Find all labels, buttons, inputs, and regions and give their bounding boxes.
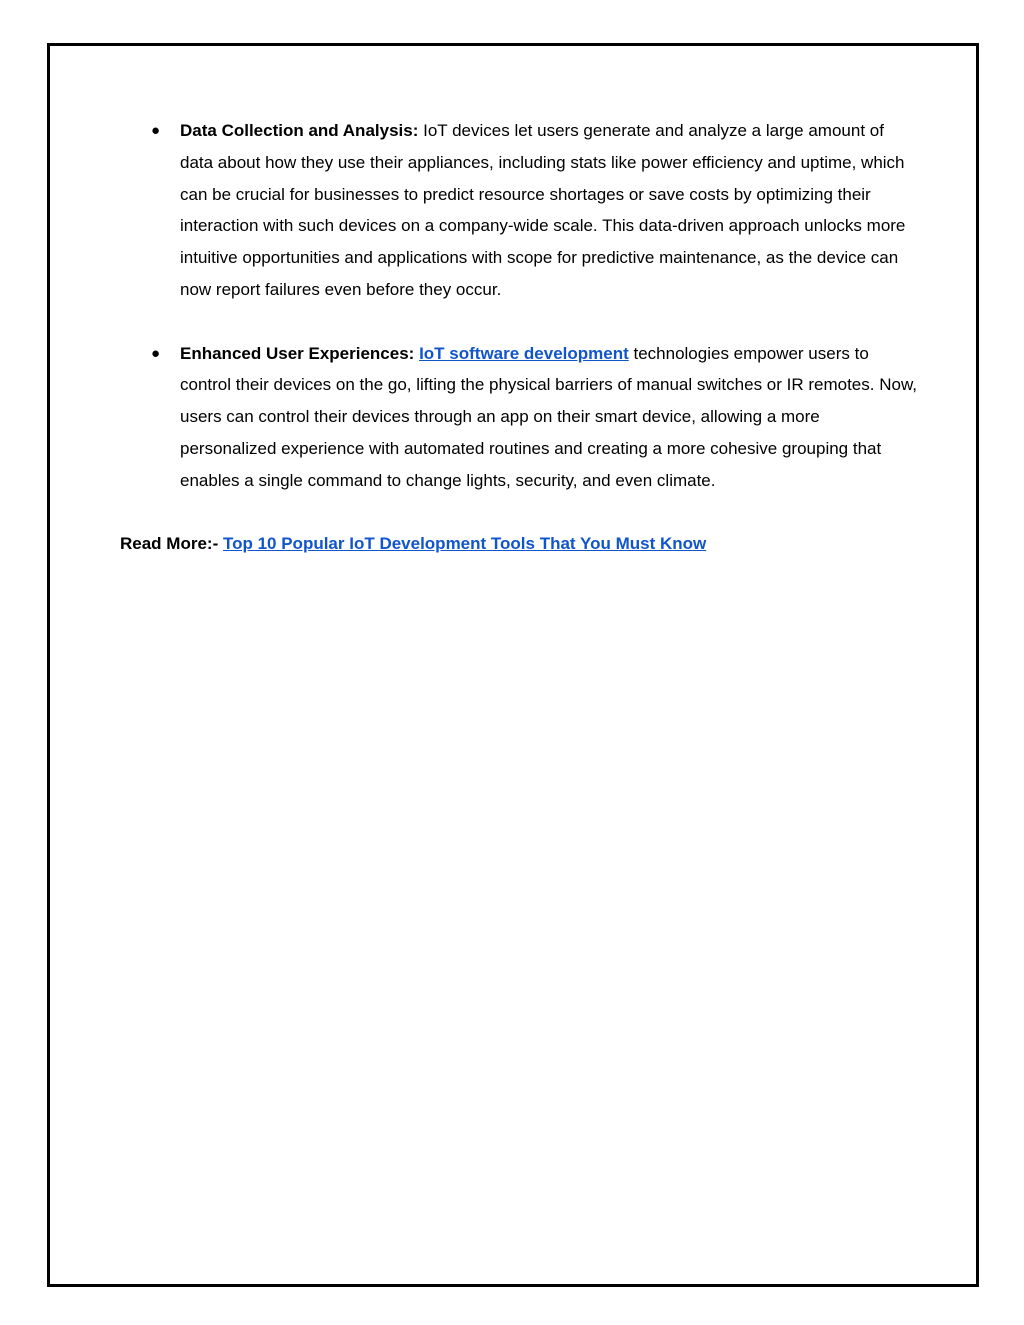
list-item-user-experiences (120, 338, 920, 497)
list-item-data-collection (120, 115, 920, 306)
item-heading: Enhanced User Experiences: (180, 343, 415, 363)
item-text: IoT devices let users generate and analyze a large amount of data about how they use their appliances, including stats like power efficiency and uptime, which can be crucial for businesses to predict resource shortages or save costs by optimizing their interaction with such devices on a company-wide scale. This data-driven approach unlocks more intuitive opportunities and applications with scope for predictive maintenance, as the device can now report failures even before they occur. (180, 121, 906, 299)
bullet-icon: ● (151, 122, 161, 139)
read-more-label: Read More:- (120, 534, 219, 554)
item-heading: Data Collection and Analysis: (180, 121, 419, 140)
read-more-link[interactable]: Top 10 Popular IoT Development Tools That You Must Know (222, 534, 707, 554)
iot-software-development-link[interactable]: IoT software development (419, 343, 629, 363)
read-more-line (120, 528, 920, 560)
item-text: technologies empower users to control their devices on the go, lifting the physical barriers of manual switches or IR remotes. Now, users can control their devices through an app on their smart device, allowing a more personalized experience with automated routines and creating a more cohesive grouping that enables a single command to change lights, security, and even climate. (180, 343, 918, 490)
document-body (120, 115, 920, 577)
bullet-icon: ● (151, 344, 161, 362)
